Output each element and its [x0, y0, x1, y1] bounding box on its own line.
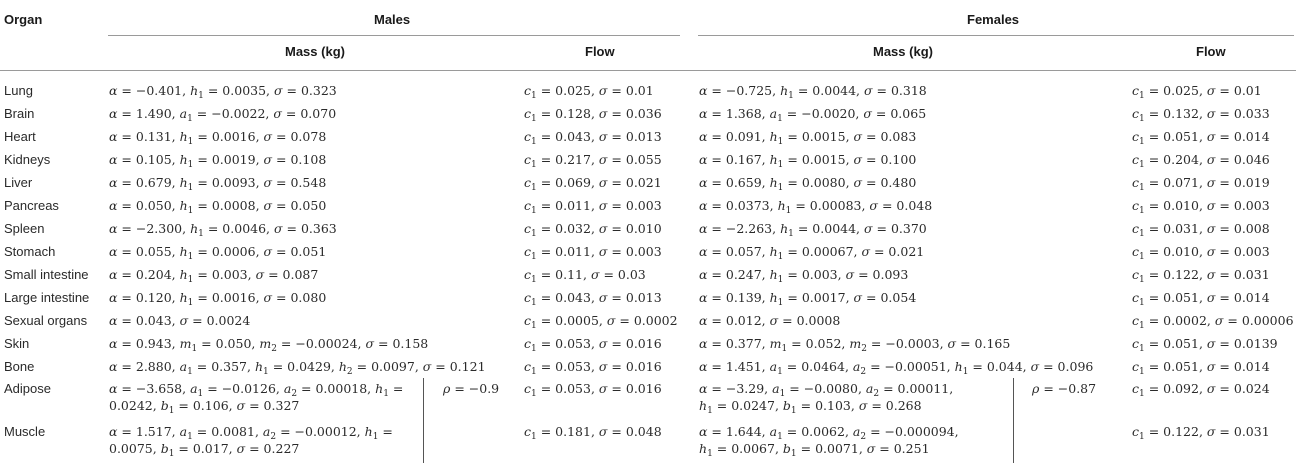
organ-name-cell: Muscle	[4, 424, 46, 439]
females-mass-cell: α = 0.659, $h_1 = 0.0080$, σ = 0.480	[699, 175, 917, 193]
males-flow-cell: $c_1 = 0.032$, σ = 0.010	[524, 221, 662, 239]
females-flow-cell: $c_1 = 0.051$, σ = 0.014	[1132, 359, 1270, 377]
females-mass-cell: α = 0.167, $h_1 = 0.0015$, σ = 0.100	[699, 152, 917, 170]
males-flow-cell: $c_1 = 0.217$, σ = 0.055	[524, 152, 662, 170]
females-flow-cell: $c_1 = 0.031$, σ = 0.008	[1132, 221, 1270, 239]
organ-column-header: Organ	[4, 12, 43, 27]
females-mass-cell: α = 0.0373, $h_1 = 0.00083$, σ = 0.048	[699, 198, 933, 216]
males-flow-cell: $c_1 = 0.011$, σ = 0.003	[524, 198, 662, 216]
organ-name-cell: Spleen	[4, 221, 45, 236]
females-mass-cell: α = −2.263, $h_1 = 0.0044$, σ = 0.370	[699, 221, 927, 239]
males-covariance-divider	[423, 378, 424, 463]
males-correlation-cell: ρ = −0.9	[443, 381, 500, 396]
females-header-rule	[698, 35, 1294, 36]
females-flow-cell: $c_1 = 0.122$, σ = 0.031	[1132, 424, 1270, 442]
organ-name-cell: Kidneys	[4, 152, 51, 167]
organ-name-cell: Lung	[4, 83, 33, 98]
females-flow-cell: $c_1 = 0.132$, σ = 0.033	[1132, 106, 1270, 124]
organ-name-cell: Brain	[4, 106, 35, 121]
females-mass-cell: α = 0.057, $h_1 = 0.00067$, σ = 0.021	[699, 244, 925, 262]
males-mass-cell-line2: 0.0242, $b_1 = 0.106$, σ = 0.327	[109, 398, 300, 416]
males-mass-cell: α = 0.131, $h_1 = 0.0016$, σ = 0.078	[109, 129, 327, 147]
females-mass-cell-line2: $h_1 = 0.0067$, $b_1 = 0.0071$, σ = 0.251	[699, 441, 930, 459]
organ-name-cell: Stomach	[4, 244, 56, 259]
females-flow-cell: $c_1 = 0.0002$, σ = 0.00006	[1132, 313, 1294, 331]
females-mass-cell: α = 1.368, $a_1 = -0.0020$, σ = 0.065	[699, 106, 927, 124]
females-correlation-cell: ρ = −0.87	[1032, 381, 1097, 396]
males-flow-cell: $c_1 = 0.053$, σ = 0.016	[524, 359, 662, 377]
females-flow-cell: $c_1 = 0.010$, σ = 0.003	[1132, 198, 1270, 216]
males-group-header: Males	[374, 12, 411, 27]
organ-name-cell: Sexual organs	[4, 313, 88, 328]
females-flow-cell: $c_1 = 0.071$, σ = 0.019	[1132, 175, 1270, 193]
organ-name-cell: Skin	[4, 336, 30, 351]
males-flow-cell: $c_1 = 0.053$, σ = 0.016	[524, 381, 662, 399]
males-mass-cell: α = 0.105, $h_1 = 0.0019$, σ = 0.108	[109, 152, 327, 170]
males-flow-cell: $c_1 = 0.069$, σ = 0.021	[524, 175, 662, 193]
males-mass-cell-line2: 0.0075, $b_1 = 0.017$, σ = 0.227	[109, 441, 300, 459]
females-mass-cell: α = 0.139, $h_1 = 0.0017$, σ = 0.054	[699, 290, 917, 308]
males-mass-cell: α = 0.943, $m_1 = 0.050$, $m_2 = -0.00024$, σ = 0.158	[109, 336, 429, 354]
females-flow-cell: $c_1 = 0.051$, σ = 0.014	[1132, 290, 1270, 308]
males-mass-cell: α = 0.055, $h_1 = 0.0006$, σ = 0.051	[109, 244, 327, 262]
males-mass-cell: α = 0.120, $h_1 = 0.0016$, σ = 0.080	[109, 290, 327, 308]
females-flow-cell: $c_1 = 0.051$, σ = 0.0139	[1132, 336, 1278, 354]
males-mass-cell: α = −0.401, $h_1 = 0.0035$, σ = 0.323	[109, 83, 337, 101]
males-flow-cell: $c_1 = 0.011$, σ = 0.003	[524, 244, 662, 262]
males-header-rule	[108, 35, 680, 36]
header-bottom-rule	[0, 70, 1296, 71]
organ-name-cell: Large intestine	[4, 290, 90, 305]
females-mass-cell-line2: $h_1 = 0.0247$, $b_1 = 0.103$, σ = 0.268	[699, 398, 922, 416]
organ-name-cell: Liver	[4, 175, 33, 190]
males-flow-cell: $c_1 = 0.025$, σ = 0.01	[524, 83, 654, 101]
males-flow-cell: $c_1 = 0.053$, σ = 0.016	[524, 336, 662, 354]
females-flow-cell: $c_1 = 0.122$, σ = 0.031	[1132, 267, 1270, 285]
males-mass-cell: α = 0.204, $h_1 = 0.003$, σ = 0.087	[109, 267, 319, 285]
females-mass-cell-line1: α = 1.644, $a_1 = 0.0062$, $a_2 = -0.000094$,	[699, 424, 959, 442]
males-flow-cell: $c_1 = 0.181$, σ = 0.048	[524, 424, 662, 442]
females-mass-cell: α = 1.451, $a_1 = 0.0464$, $a_2 = -0.00051$, $h_1 = 0.044$, σ = 0.096	[699, 359, 1094, 377]
males-flow-header: Flow	[585, 44, 615, 59]
females-mass-cell-line1: α = −3.29, $a_1 = -0.0080$, $a_2 = 0.00011$,	[699, 381, 954, 399]
organ-name-cell: Small intestine	[4, 267, 89, 282]
males-flow-cell: $c_1 = 0.128$, σ = 0.036	[524, 106, 662, 124]
males-mass-cell: α = 2.880, $a_1 = 0.357$, $h_1 = 0.0429$, $h_2 = 0.0097$, σ = 0.121	[109, 359, 486, 377]
females-mass-cell: α = 0.377, $m_1 = 0.052$, $m_2 = -0.0003$, σ = 0.165	[699, 336, 1011, 354]
males-flow-cell: $c_1 = 0.043$, σ = 0.013	[524, 129, 662, 147]
females-mass-cell: α = 0.012, σ = 0.0008	[699, 313, 841, 328]
males-mass-cell: α = −2.300, $h_1 = 0.0046$, σ = 0.363	[109, 221, 337, 239]
females-flow-cell: $c_1 = 0.025$, σ = 0.01	[1132, 83, 1262, 101]
females-mass-cell: α = −0.725, $h_1 = 0.0044$, σ = 0.318	[699, 83, 927, 101]
males-mass-cell: α = 0.043, σ = 0.0024	[109, 313, 251, 328]
females-flow-header: Flow	[1196, 44, 1226, 59]
males-mass-cell: α = 1.490, $a_1 = -0.0022$, σ = 0.070	[109, 106, 337, 124]
males-mass-header: Mass (kg)	[285, 44, 345, 59]
organ-name-cell: Bone	[4, 359, 35, 374]
organ-name-cell: Heart	[4, 129, 36, 144]
males-mass-cell-line1: α = 1.517, $a_1 = 0.0081$, $a_2 = -0.00012$, $h_1$ =	[109, 424, 393, 442]
females-flow-cell: $c_1 = 0.051$, σ = 0.014	[1132, 129, 1270, 147]
organ-name-cell: Adipose	[4, 381, 51, 396]
females-covariance-divider	[1013, 378, 1014, 463]
males-flow-cell: $c_1 = 0.11$, σ = 0.03	[524, 267, 646, 285]
females-flow-cell: $c_1 = 0.010$, σ = 0.003	[1132, 244, 1270, 262]
males-flow-cell: $c_1 = 0.0005$, σ = 0.0002	[524, 313, 678, 331]
females-mass-header: Mass (kg)	[873, 44, 933, 59]
males-mass-cell-line1: α = −3.658, $a_1 = -0.0126$, $a_2 = 0.00018$, $h_1$ =	[109, 381, 404, 399]
males-mass-cell: α = 0.679, $h_1 = 0.0093$, σ = 0.548	[109, 175, 327, 193]
females-flow-cell: $c_1 = 0.092$, σ = 0.024	[1132, 381, 1270, 399]
females-flow-cell: $c_1 = 0.204$, σ = 0.046	[1132, 152, 1270, 170]
females-mass-cell: α = 0.247, $h_1 = 0.003$, σ = 0.093	[699, 267, 909, 285]
females-group-header: Females	[967, 12, 1020, 27]
males-flow-cell: $c_1 = 0.043$, σ = 0.013	[524, 290, 662, 308]
females-mass-cell: α = 0.091, $h_1 = 0.0015$, σ = 0.083	[699, 129, 917, 147]
organ-name-cell: Pancreas	[4, 198, 59, 213]
males-mass-cell: α = 0.050, $h_1 = 0.0008$, σ = 0.050	[109, 198, 327, 216]
